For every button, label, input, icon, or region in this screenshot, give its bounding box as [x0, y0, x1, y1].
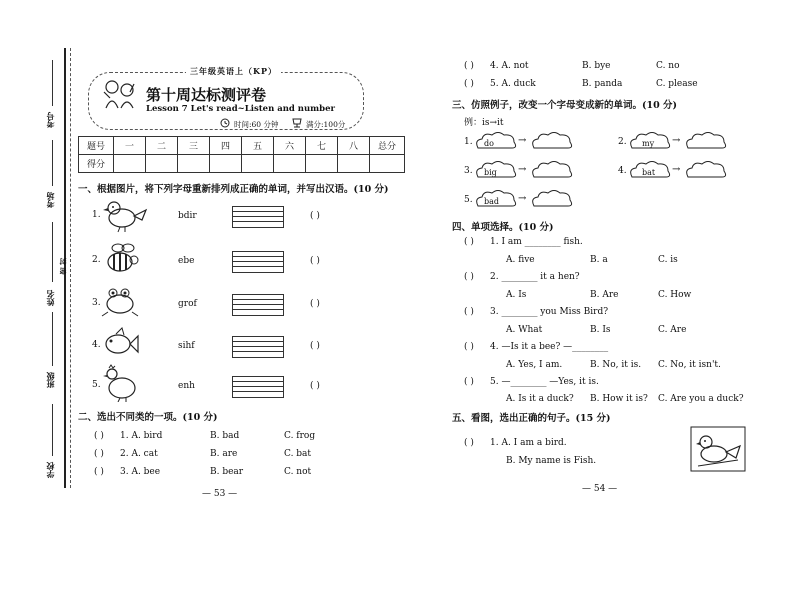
s2-option-c: C. not: [284, 467, 312, 477]
seal-label: 密 封: [58, 258, 67, 275]
s4-answer-blank[interactable]: ( ): [464, 377, 474, 387]
grade-label: 三年级英语上（KP）: [186, 66, 281, 77]
s2-option-a: 2. A. cat: [120, 449, 158, 459]
s1-answer-box[interactable]: [232, 336, 284, 358]
s2-option-b: B. are: [210, 449, 238, 459]
s4-option-b: B. How it is?: [590, 394, 648, 404]
s2-option-a: 4. A. not: [490, 61, 529, 71]
s1-chinese-blank[interactable]: ( ): [310, 341, 320, 351]
score-cell: 七: [306, 137, 338, 155]
section5-title: 五、看图，选出正确的句子。(15 分): [452, 413, 611, 424]
score-input-cell[interactable]: [114, 155, 146, 173]
score-input-cell[interactable]: [178, 155, 210, 173]
arrow-icon: →: [672, 164, 681, 175]
cloud-answer-blank[interactable]: [530, 188, 574, 208]
score-input-cell[interactable]: [242, 155, 274, 173]
s1-answer-box[interactable]: [232, 251, 284, 273]
school-label: 学校: [45, 462, 55, 478]
binding-dashed-line: [70, 48, 71, 488]
s4-question: 2. ________ it a hen?: [490, 272, 580, 282]
s3-item-number: 2.: [618, 137, 627, 147]
s4-option-a: A. Is it a duck?: [506, 394, 574, 404]
cloud-answer-blank[interactable]: [530, 130, 574, 150]
s2-option-b: B. panda: [582, 79, 623, 89]
school-field: [52, 404, 53, 456]
score-table-header-row: [79, 137, 405, 155]
s4-option-a: A. five: [506, 255, 535, 265]
score-label: 满分:100分: [306, 120, 346, 129]
s2-option-a: 1. A. bird: [120, 431, 163, 441]
score-cell: 二: [146, 137, 178, 155]
page-number-right: — 54 —: [582, 484, 618, 494]
score-cell: 六: [274, 137, 306, 155]
s4-option-a: A. What: [506, 325, 543, 335]
s2-option-b: B. bear: [210, 467, 244, 477]
score-table: [78, 136, 405, 173]
s2-option-c: C. frog: [284, 431, 316, 441]
s4-answer-blank[interactable]: ( ): [464, 307, 474, 317]
s5-answer-blank[interactable]: ( ): [464, 438, 474, 448]
s4-option-a: A. Yes, I am.: [506, 360, 563, 370]
s2-option-b: B. bad: [210, 431, 240, 441]
bee-icon: [100, 240, 144, 276]
s1-item-number: 1.: [92, 210, 101, 220]
fish-icon: [100, 326, 140, 360]
arrow-icon: →: [518, 135, 527, 146]
cloud-answer-blank[interactable]: [684, 130, 728, 150]
s4-option-c: C. Are you a duck?: [658, 394, 744, 404]
s1-answer-box[interactable]: [232, 206, 284, 228]
score-table-score-row: [79, 155, 405, 173]
s1-letters: sihf: [178, 341, 195, 351]
section2-title: 二、选出不同类的一项。(10 分): [78, 412, 218, 423]
arrow-icon: →: [518, 193, 527, 204]
score-input-cell[interactable]: [210, 155, 242, 173]
s5-option-a: 1. A. I am a bird.: [490, 438, 567, 448]
score-input-cell[interactable]: [274, 155, 306, 173]
s3-item-number: 5.: [464, 195, 473, 205]
s4-answer-blank[interactable]: ( ): [464, 272, 474, 282]
s1-letters: ebe: [178, 256, 195, 266]
s1-chinese-blank[interactable]: ( ): [310, 299, 320, 309]
s4-question: 3. ________ you Miss Bird?: [490, 307, 609, 317]
score-cell: 四: [210, 137, 242, 155]
s1-item-number: 4.: [92, 340, 101, 350]
s4-question: 5. —________ —Yes, it is.: [490, 377, 599, 387]
s1-letters: grof: [178, 299, 197, 309]
score-cell: 五: [242, 137, 274, 155]
cloud-icon: [474, 130, 518, 150]
s2-answer-blank[interactable]: ( ): [94, 431, 104, 441]
s1-item-number: 2.: [92, 255, 101, 265]
s1-letters: bdir: [178, 211, 197, 221]
s3-word: do: [484, 139, 494, 148]
score-input-cell[interactable]: [370, 155, 405, 173]
s3-word: bat: [642, 168, 656, 177]
score-cell: 八: [338, 137, 370, 155]
s2-answer-blank[interactable]: ( ): [94, 467, 104, 477]
s3-item-number: 4.: [618, 166, 627, 176]
s1-letters: enh: [178, 381, 195, 391]
s2-option-b: B. bye: [582, 61, 611, 71]
s4-option-c: C. is: [658, 255, 678, 265]
s5-option-b: B. My name is Fish.: [506, 456, 597, 466]
s3-example: 例：is→it: [464, 118, 504, 128]
kids-icon: [100, 78, 140, 110]
s4-answer-blank[interactable]: ( ): [464, 237, 474, 247]
score-input-cell[interactable]: [338, 155, 370, 173]
s1-item-number: 5.: [92, 380, 101, 390]
exam-room-field: [52, 140, 53, 186]
s2-option-a: 5. A. duck: [490, 79, 536, 89]
s1-chinese-blank[interactable]: ( ): [310, 256, 320, 266]
s4-question: 1. I am ________ fish.: [490, 237, 583, 247]
s2-answer-blank[interactable]: ( ): [464, 61, 474, 71]
hen-icon: [100, 364, 140, 402]
name-label: 姓名: [45, 290, 55, 306]
clock-icon: [218, 118, 232, 128]
s1-chinese-blank[interactable]: ( ): [310, 211, 320, 221]
s4-option-a: A. Is: [506, 290, 527, 300]
score-input-cell[interactable]: [146, 155, 178, 173]
s4-option-c: C. No, it isn't.: [658, 360, 721, 370]
arrow-icon: →: [672, 135, 681, 146]
s2-option-a: 3. A. bee: [120, 467, 161, 477]
trophy-icon: [290, 118, 304, 128]
s2-answer-blank[interactable]: ( ): [464, 79, 474, 89]
s2-option-c: C. please: [656, 79, 698, 89]
exam-title: 第十周达标测评卷: [146, 86, 267, 104]
s1-chinese-blank[interactable]: ( ): [310, 381, 320, 391]
s4-option-c: C. How: [658, 290, 692, 300]
score-cell: 题号: [79, 137, 114, 155]
time-label: 时间:60 分钟: [234, 120, 279, 129]
score-cell: 三: [178, 137, 210, 155]
class-label: 班级: [45, 372, 55, 388]
s1-answer-box[interactable]: [232, 376, 284, 398]
s4-option-b: B. Are: [590, 290, 619, 300]
s1-item-number: 3.: [92, 298, 101, 308]
s3-word: my: [642, 139, 655, 148]
s4-option-b: B. No, it is.: [590, 360, 642, 370]
exam-no-field: [52, 60, 53, 106]
s2-answer-blank[interactable]: ( ): [94, 449, 104, 459]
exam-room-label: 考场: [45, 192, 55, 208]
score-input-cell[interactable]: [306, 155, 338, 173]
s3-item-number: 3.: [464, 166, 473, 176]
bird-picture-icon: [690, 426, 746, 472]
section3-title: 三、仿照例子，改变一个字母变成新的单词。(10 分): [452, 100, 678, 111]
score-cell: 一: [114, 137, 146, 155]
s2-option-c: C. bat: [284, 449, 312, 459]
s3-word: bad: [484, 197, 500, 206]
cloud-answer-blank[interactable]: [530, 159, 574, 179]
s2-option-c: C. no: [656, 61, 680, 71]
page-number-left: — 53 —: [202, 489, 238, 499]
name-field: [52, 222, 53, 282]
exam-no-label: 考号: [45, 112, 55, 128]
s3-word: big: [484, 168, 497, 177]
arrow-icon: →: [518, 164, 527, 175]
score-cell: 总分: [370, 137, 405, 155]
section1-title: 一、根据图片，将下列字母重新排列成正确的单词，并写出汉语。(10 分): [78, 184, 389, 195]
s4-option-c: C. Are: [658, 325, 687, 335]
s4-option-b: B. Is: [590, 325, 611, 335]
s1-answer-box[interactable]: [232, 294, 284, 316]
score-row-label: 得分: [79, 155, 114, 173]
s3-item-number: 1.: [464, 137, 473, 147]
bird-icon: [100, 198, 148, 234]
section4-title: 四、单项选择。(10 分): [452, 222, 554, 233]
class-field: [52, 312, 53, 366]
s4-answer-blank[interactable]: ( ): [464, 342, 474, 352]
lesson-title: Lesson 7 Let's read~Listen and number: [146, 104, 335, 114]
cloud-answer-blank[interactable]: [684, 159, 728, 179]
s4-option-b: B. a: [590, 255, 608, 265]
frog-icon: [100, 284, 140, 318]
s4-question: 4. —Is it a bee? —________: [490, 342, 609, 352]
